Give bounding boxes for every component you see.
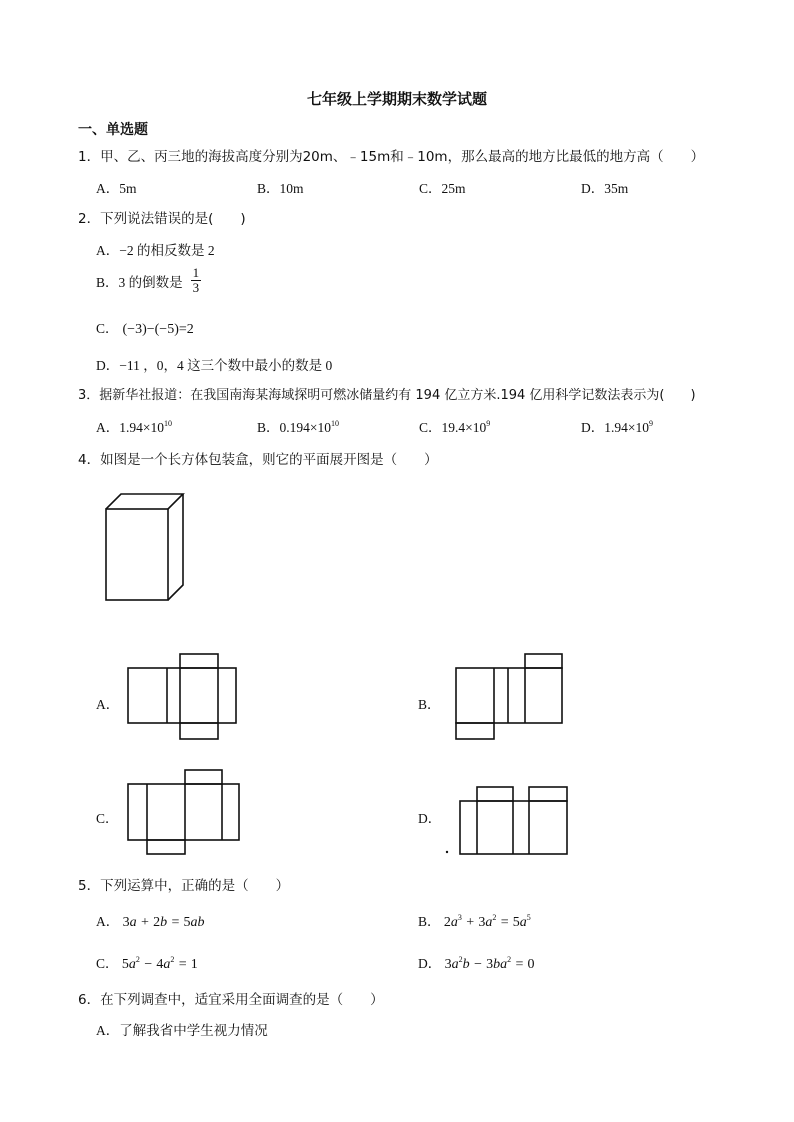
question-5-stem: 5．下列运算中，正确的是（ ） [78, 878, 290, 894]
section-heading: 一、单选题 [78, 122, 148, 138]
q4-option-b-label: B． [418, 697, 441, 712]
q5-option-c-math: $5a^2 - 4a^2 = 1$ [121, 955, 198, 972]
q5-option-c [96, 952, 198, 973]
q2-option-c-math: (−3)−(−5)=2 [122, 322, 194, 337]
q3-option-a [96, 416, 172, 436]
q1-option-a: A．5m [96, 181, 137, 196]
box-side-face [168, 494, 183, 600]
net-c-bottom-flap [147, 840, 185, 854]
stray-dot [446, 851, 448, 853]
q2-option-d: D．−11 ，0，4 这三个数中最小的数是 0 [96, 358, 333, 373]
q3-option-d-exponent: 9 [649, 419, 653, 428]
q3-option-c-exponent: 9 [486, 419, 491, 428]
q6-option-a: A．了解我省中学生视力情况 [96, 1023, 268, 1038]
q2-option-c [96, 317, 194, 338]
q1-option-c: C．25m [419, 181, 466, 196]
q3-option-a-exponent: 10 [164, 419, 172, 428]
q1-option-d: D．35m [581, 181, 629, 196]
q3-option-d [581, 416, 653, 436]
question-4-stem: 4．如图是一个长方体包装盒，则它的平面展开图是（ ） [78, 452, 438, 468]
box-top-face [106, 494, 183, 509]
q5-option-b [418, 910, 531, 931]
q5-option-d [418, 952, 535, 973]
net-b-strip [456, 668, 562, 723]
q5-option-a-math: 3a + 2b = 5ab [122, 915, 205, 930]
q3-option-c-base: C．19.4×10 [419, 420, 487, 435]
q3-option-b-base: B．0.194×10 [257, 420, 331, 435]
question-2-stem: 2．下列说法错误的是( ) [78, 211, 246, 227]
net-d-top-flap-2 [529, 787, 567, 801]
cuboid-box-figure [100, 490, 190, 605]
q5-option-a [96, 910, 205, 931]
net-c-top-flap [185, 770, 222, 784]
net-a-strip [128, 668, 236, 723]
fraction-numerator: 1 [192, 265, 200, 280]
question-6-stem: 6．在下列调查中，适宜采用全面调查的是（ ） [78, 992, 384, 1008]
question-3-stem: 3．据新华社报道：在我国南海某海域探明可燃冰储量约有 194 亿立方米.194 亿用科学记数法表示为( ) [78, 388, 696, 403]
net-b-top-flap [525, 654, 562, 668]
q1-option-b: B．10m [257, 181, 304, 196]
box-front-face [106, 509, 168, 600]
q5-option-a-label: A． [96, 914, 120, 929]
net-a-bottom-flap [180, 723, 218, 739]
q3-option-c [419, 416, 490, 436]
q4-option-a-label: A． [96, 697, 120, 712]
net-a-top-flap [180, 654, 218, 668]
q5-option-c-label: C． [96, 956, 119, 971]
fraction-one-third [191, 266, 202, 295]
question-1-stem: 1．甲、乙、丙三地的海拔高度分别为20m、﹣15m和﹣10m，那么最高的地方比最低的地方高（ ） [78, 149, 705, 165]
q4-option-d-label: D． [418, 811, 442, 826]
fraction-denominator: 3 [192, 280, 200, 295]
net-option-a [120, 650, 245, 745]
q4-option-c-label: C． [96, 811, 119, 826]
q3-option-b [257, 416, 339, 436]
net-option-d [440, 775, 575, 860]
q5-option-b-label: B． [418, 914, 441, 929]
q2-option-b [96, 266, 201, 295]
page-title: 七年级上学期期末数学试题 [306, 90, 487, 108]
q3-option-a-base: A．1.94×10 [96, 420, 164, 435]
net-option-b [448, 650, 573, 745]
net-option-c [122, 765, 247, 860]
q2-option-c-label: C． [96, 321, 119, 336]
net-d-top-flap-1 [477, 787, 513, 801]
q5-option-d-label: D． [418, 956, 442, 971]
net-b-bottom-flap [456, 723, 494, 739]
q2-option-a: A．−2 的相反数是 2 [96, 243, 215, 258]
q5-option-d-math: $3a^2b - 3ba^2 = 0$ [444, 955, 535, 972]
q2-option-b-text: B．3 的倒数是 [96, 274, 183, 290]
q3-option-b-exponent: 10 [331, 419, 339, 428]
q3-option-d-base: D．1.94×10 [581, 420, 649, 435]
q5-option-b-math: $2a^3 + 3a^2 = 5a^5$ [443, 913, 531, 930]
